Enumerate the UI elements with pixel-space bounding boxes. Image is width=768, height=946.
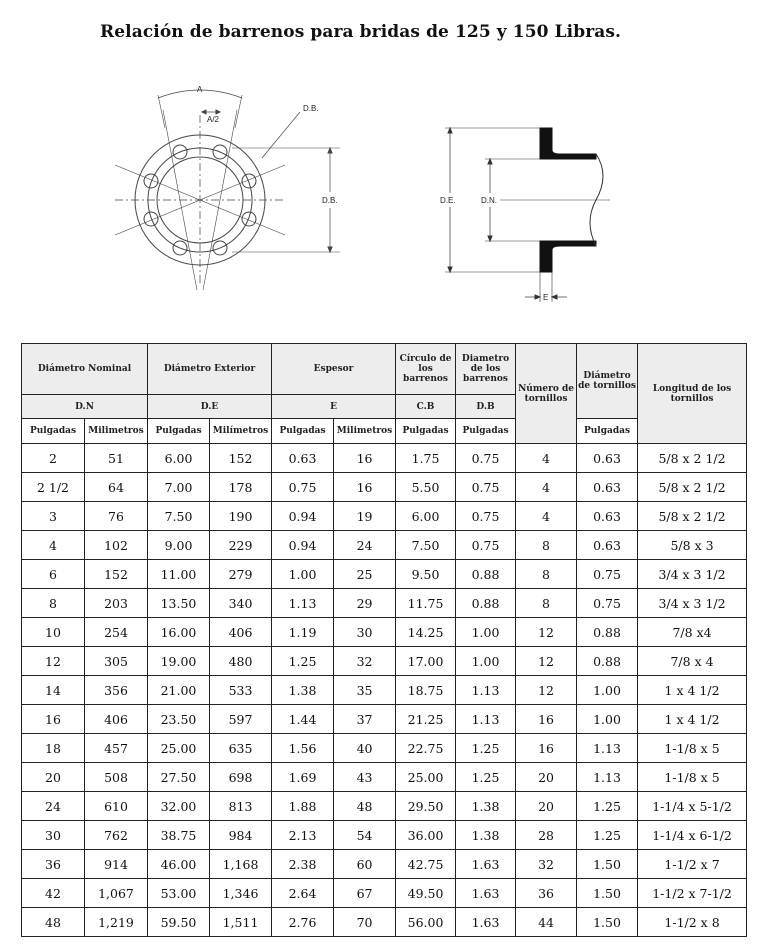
table-cell: 8 bbox=[22, 589, 85, 618]
table-cell: 16 bbox=[516, 705, 577, 734]
table-cell: 1.88 bbox=[272, 792, 334, 821]
table-cell: 102 bbox=[85, 531, 148, 560]
table-cell: 59.50 bbox=[148, 908, 210, 937]
table-cell: 5.50 bbox=[396, 473, 456, 502]
table-cell: 2.76 bbox=[272, 908, 334, 937]
table-cell: 1.44 bbox=[272, 705, 334, 734]
label-e: E bbox=[543, 293, 549, 302]
table-cell: 54 bbox=[334, 821, 396, 850]
table-cell: 5/8 x 2 1/2 bbox=[638, 473, 747, 502]
table-cell: 1,511 bbox=[210, 908, 272, 937]
table-row bbox=[22, 792, 747, 821]
table-cell: 279 bbox=[210, 560, 272, 589]
table-cell: 0.63 bbox=[577, 473, 638, 502]
table-cell: 0.75 bbox=[456, 473, 516, 502]
label-a: A bbox=[197, 85, 203, 94]
table-cell: 1.50 bbox=[577, 908, 638, 937]
table-cell: 0.63 bbox=[577, 531, 638, 560]
table-cell: 8 bbox=[516, 560, 577, 589]
table-cell: 60 bbox=[334, 850, 396, 879]
table-row bbox=[22, 705, 747, 734]
label-de: D.E. bbox=[440, 196, 456, 205]
table-cell: 16 bbox=[334, 473, 396, 502]
table-cell: 1.63 bbox=[456, 908, 516, 937]
table-cell: 7.50 bbox=[396, 531, 456, 560]
table-cell: 46.00 bbox=[148, 850, 210, 879]
table-cell: 51 bbox=[85, 444, 148, 473]
table-cell: 406 bbox=[210, 618, 272, 647]
table-cell: 42 bbox=[22, 879, 85, 908]
header-espesor: Espesor bbox=[272, 344, 396, 395]
table-cell: 762 bbox=[85, 821, 148, 850]
table-cell: 1.63 bbox=[456, 879, 516, 908]
table-cell: 36.00 bbox=[396, 821, 456, 850]
table-cell: 610 bbox=[85, 792, 148, 821]
table-cell: 2.38 bbox=[272, 850, 334, 879]
table-cell: 4 bbox=[516, 473, 577, 502]
table-cell: 0.63 bbox=[272, 444, 334, 473]
table-cell: 25.00 bbox=[148, 734, 210, 763]
table-cell: 0.63 bbox=[577, 502, 638, 531]
header-diametro-nominal: Diámetro Nominal bbox=[22, 344, 148, 395]
table-cell: 1.75 bbox=[396, 444, 456, 473]
table-cell: 813 bbox=[210, 792, 272, 821]
table-cell: 1.25 bbox=[272, 647, 334, 676]
unit-header: Milímetros bbox=[210, 419, 272, 444]
unit-header: Milimetros bbox=[334, 419, 396, 444]
table-cell: 27.50 bbox=[148, 763, 210, 792]
flange-bolt-table bbox=[21, 343, 747, 937]
label-dn: D.N. bbox=[481, 196, 497, 205]
table-cell: 10 bbox=[22, 618, 85, 647]
table-cell: 36 bbox=[516, 879, 577, 908]
table-cell: 1.25 bbox=[577, 792, 638, 821]
table-cell: 1-1/2 x 7 bbox=[638, 850, 747, 879]
table-cell: 6.00 bbox=[396, 502, 456, 531]
table-cell: 70 bbox=[334, 908, 396, 937]
table-cell: 152 bbox=[210, 444, 272, 473]
table-cell: 1.50 bbox=[577, 879, 638, 908]
table-cell: 1 x 4 1/2 bbox=[638, 705, 747, 734]
table-row bbox=[22, 763, 747, 792]
header-code-cb: C.B bbox=[396, 395, 456, 419]
table-cell: 25.00 bbox=[396, 763, 456, 792]
table-cell: 4 bbox=[516, 502, 577, 531]
table-cell: 67 bbox=[334, 879, 396, 908]
table-cell: 7.50 bbox=[148, 502, 210, 531]
header-code-db: D.B bbox=[456, 395, 516, 419]
table-cell: 0.88 bbox=[456, 560, 516, 589]
table-cell: 16 bbox=[516, 734, 577, 763]
unit-header: Pulgadas bbox=[148, 419, 210, 444]
table-cell: 1.00 bbox=[577, 705, 638, 734]
unit-header: Pulgadas bbox=[456, 419, 516, 444]
table-cell: 3/4 x 3 1/2 bbox=[638, 589, 747, 618]
table-cell: 305 bbox=[85, 647, 148, 676]
table-cell: 1.13 bbox=[577, 763, 638, 792]
table-cell: 0.75 bbox=[577, 589, 638, 618]
table-cell: 37 bbox=[334, 705, 396, 734]
table-cell: 984 bbox=[210, 821, 272, 850]
table-cell: 30 bbox=[22, 821, 85, 850]
table-cell: 16.00 bbox=[148, 618, 210, 647]
table-cell: 1.56 bbox=[272, 734, 334, 763]
table-cell: 53.00 bbox=[148, 879, 210, 908]
table-cell: 0.63 bbox=[577, 444, 638, 473]
table-cell: 22.75 bbox=[396, 734, 456, 763]
table-cell: 1.00 bbox=[577, 676, 638, 705]
table-cell: 1.38 bbox=[456, 821, 516, 850]
table-cell: 356 bbox=[85, 676, 148, 705]
header-diametro-tornillos: Diámetro de tornillos bbox=[577, 344, 638, 419]
table-cell: 4 bbox=[22, 531, 85, 560]
table-cell: 11.00 bbox=[148, 560, 210, 589]
header-code-e: E bbox=[272, 395, 396, 419]
table-cell: 48 bbox=[334, 792, 396, 821]
table-cell: 254 bbox=[85, 618, 148, 647]
table-cell: 9.50 bbox=[396, 560, 456, 589]
table-cell: 19.00 bbox=[148, 647, 210, 676]
unit-header: Pulgadas bbox=[22, 419, 85, 444]
table-cell: 2 bbox=[22, 444, 85, 473]
label-db-top: D.B. bbox=[303, 104, 319, 113]
table-cell: 152 bbox=[85, 560, 148, 589]
table-body bbox=[22, 444, 747, 937]
table-cell: 1.00 bbox=[456, 647, 516, 676]
table-cell: 18.75 bbox=[396, 676, 456, 705]
table-cell: 1.13 bbox=[456, 705, 516, 734]
table-cell: 0.88 bbox=[577, 647, 638, 676]
table-cell: 229 bbox=[210, 531, 272, 560]
header-numero-tornillos: Número de tornillos bbox=[516, 344, 577, 444]
table-cell: 1,219 bbox=[85, 908, 148, 937]
table-cell: 5/8 x 2 1/2 bbox=[638, 502, 747, 531]
table-cell: 14 bbox=[22, 676, 85, 705]
table-cell: 2 1/2 bbox=[22, 473, 85, 502]
table-cell: 35 bbox=[334, 676, 396, 705]
table-cell: 0.75 bbox=[577, 560, 638, 589]
table-cell: 25 bbox=[334, 560, 396, 589]
table-cell: 1-1/8 x 5 bbox=[638, 763, 747, 792]
table-cell: 0.88 bbox=[577, 618, 638, 647]
table-cell: 14.25 bbox=[396, 618, 456, 647]
table-cell: 6 bbox=[22, 560, 85, 589]
table-cell: 1.13 bbox=[577, 734, 638, 763]
table-row bbox=[22, 676, 747, 705]
unit-header: Pulgadas bbox=[272, 419, 334, 444]
table-cell: 21.00 bbox=[148, 676, 210, 705]
table-cell: 203 bbox=[85, 589, 148, 618]
table-cell: 12 bbox=[516, 676, 577, 705]
table-cell: 3 bbox=[22, 502, 85, 531]
table-cell: 533 bbox=[210, 676, 272, 705]
table-cell: 42.75 bbox=[396, 850, 456, 879]
table-cell: 178 bbox=[210, 473, 272, 502]
table-cell: 6.00 bbox=[148, 444, 210, 473]
label-db-side: D.B. bbox=[322, 196, 338, 205]
table-cell: 480 bbox=[210, 647, 272, 676]
table-cell: 29 bbox=[334, 589, 396, 618]
table-cell: 23.50 bbox=[148, 705, 210, 734]
table-cell: 1.13 bbox=[272, 589, 334, 618]
table-cell: 2.13 bbox=[272, 821, 334, 850]
table-cell: 635 bbox=[210, 734, 272, 763]
table-cell: 48 bbox=[22, 908, 85, 937]
table-cell: 1.00 bbox=[456, 618, 516, 647]
table-row bbox=[22, 908, 747, 937]
table-cell: 1-1/4 x 5-1/2 bbox=[638, 792, 747, 821]
table-cell: 1.38 bbox=[456, 792, 516, 821]
table-cell: 1,067 bbox=[85, 879, 148, 908]
header-longitud-tornillos: Longitud de los tornillos bbox=[638, 344, 747, 444]
table-cell: 1.69 bbox=[272, 763, 334, 792]
table-row bbox=[22, 850, 747, 879]
table-cell: 0.94 bbox=[272, 502, 334, 531]
table-cell: 5/8 x 3 bbox=[638, 531, 747, 560]
table-cell: 32.00 bbox=[148, 792, 210, 821]
table-cell: 1.19 bbox=[272, 618, 334, 647]
table-cell: 32 bbox=[516, 850, 577, 879]
table-cell: 16 bbox=[334, 444, 396, 473]
table-cell: 44 bbox=[516, 908, 577, 937]
table-cell: 1.25 bbox=[577, 821, 638, 850]
table-cell: 20 bbox=[22, 763, 85, 792]
table-row bbox=[22, 879, 747, 908]
table-row bbox=[22, 618, 747, 647]
table-cell: 56.00 bbox=[396, 908, 456, 937]
table-cell: 24 bbox=[22, 792, 85, 821]
table-row bbox=[22, 560, 747, 589]
table-cell: 597 bbox=[210, 705, 272, 734]
table-cell: 1-1/2 x 8 bbox=[638, 908, 747, 937]
table-cell: 12 bbox=[516, 647, 577, 676]
table-cell: 36 bbox=[22, 850, 85, 879]
table-row bbox=[22, 473, 747, 502]
table-cell: 1 x 4 1/2 bbox=[638, 676, 747, 705]
table-row bbox=[22, 531, 747, 560]
table-cell: 1-1/8 x 5 bbox=[638, 734, 747, 763]
table-cell: 0.75 bbox=[456, 502, 516, 531]
table-row bbox=[22, 734, 747, 763]
table-cell: 1.50 bbox=[577, 850, 638, 879]
table-cell: 5/8 x 2 1/2 bbox=[638, 444, 747, 473]
table-cell: 1.13 bbox=[456, 676, 516, 705]
table-cell: 406 bbox=[85, 705, 148, 734]
flange-diagram bbox=[0, 0, 768, 330]
table-cell: 1,346 bbox=[210, 879, 272, 908]
table-cell: 1.25 bbox=[456, 763, 516, 792]
table-cell: 1.63 bbox=[456, 850, 516, 879]
table-cell: 43 bbox=[334, 763, 396, 792]
table-cell: 64 bbox=[85, 473, 148, 502]
table-cell: 16 bbox=[22, 705, 85, 734]
table-cell: 457 bbox=[85, 734, 148, 763]
table-cell: 1,168 bbox=[210, 850, 272, 879]
table-cell: 7/8 x4 bbox=[638, 618, 747, 647]
table-cell: 698 bbox=[210, 763, 272, 792]
header-code-de: D.E bbox=[148, 395, 272, 419]
header-diametro-exterior: Diámetro Exterior bbox=[148, 344, 272, 395]
table-cell: 1-1/4 x 6-1/2 bbox=[638, 821, 747, 850]
table-row bbox=[22, 502, 747, 531]
page-title: Relación de barrenos para bridas de 125 y 150 Libras. bbox=[100, 22, 622, 42]
table-cell: 12 bbox=[22, 647, 85, 676]
table-cell: 0.75 bbox=[272, 473, 334, 502]
label-a-half: A/2 bbox=[207, 115, 220, 124]
unit-header: Pulgadas bbox=[396, 419, 456, 444]
table-row bbox=[22, 647, 747, 676]
table-cell: 190 bbox=[210, 502, 272, 531]
table-cell: 19 bbox=[334, 502, 396, 531]
table-cell: 29.50 bbox=[396, 792, 456, 821]
header-circulo-barrenos: Círculo de los barrenos bbox=[396, 344, 456, 395]
table-cell: 8 bbox=[516, 589, 577, 618]
table-cell: 17.00 bbox=[396, 647, 456, 676]
table-cell: 20 bbox=[516, 792, 577, 821]
table-cell: 4 bbox=[516, 444, 577, 473]
flange-front-view bbox=[115, 90, 340, 290]
table-cell: 40 bbox=[334, 734, 396, 763]
table-cell: 18 bbox=[22, 734, 85, 763]
table-cell: 1.00 bbox=[272, 560, 334, 589]
table-cell: 30 bbox=[334, 618, 396, 647]
table-cell: 0.88 bbox=[456, 589, 516, 618]
table-cell: 0.94 bbox=[272, 531, 334, 560]
table-cell: 508 bbox=[85, 763, 148, 792]
table-row bbox=[22, 589, 747, 618]
header-diametro-barrenos: Diametro de los barrenos bbox=[456, 344, 516, 395]
table-cell: 7/8 x 4 bbox=[638, 647, 747, 676]
table-cell: 20 bbox=[516, 763, 577, 792]
table-cell: 7.00 bbox=[148, 473, 210, 502]
table-cell: 13.50 bbox=[148, 589, 210, 618]
table-cell: 38.75 bbox=[148, 821, 210, 850]
table-cell: 49.50 bbox=[396, 879, 456, 908]
table-cell: 0.75 bbox=[456, 444, 516, 473]
table-cell: 1-1/2 x 7-1/2 bbox=[638, 879, 747, 908]
table-cell: 1.38 bbox=[272, 676, 334, 705]
table-cell: 11.75 bbox=[396, 589, 456, 618]
table-cell: 76 bbox=[85, 502, 148, 531]
table-cell: 9.00 bbox=[148, 531, 210, 560]
unit-header: Pulgadas bbox=[577, 419, 638, 444]
table-cell: 2.64 bbox=[272, 879, 334, 908]
header-code-dn: D.N bbox=[22, 395, 148, 419]
table-cell: 3/4 x 3 1/2 bbox=[638, 560, 747, 589]
table-cell: 32 bbox=[334, 647, 396, 676]
table-cell: 21.25 bbox=[396, 705, 456, 734]
table-cell: 0.75 bbox=[456, 531, 516, 560]
table-row bbox=[22, 444, 747, 473]
table-row bbox=[22, 821, 747, 850]
table-cell: 28 bbox=[516, 821, 577, 850]
table-cell: 340 bbox=[210, 589, 272, 618]
table-cell: 12 bbox=[516, 618, 577, 647]
flange-side-view bbox=[445, 128, 610, 302]
table-cell: 24 bbox=[334, 531, 396, 560]
unit-header: Milimetros bbox=[85, 419, 148, 444]
table-cell: 1.25 bbox=[456, 734, 516, 763]
table-cell: 8 bbox=[516, 531, 577, 560]
table-cell: 914 bbox=[85, 850, 148, 879]
